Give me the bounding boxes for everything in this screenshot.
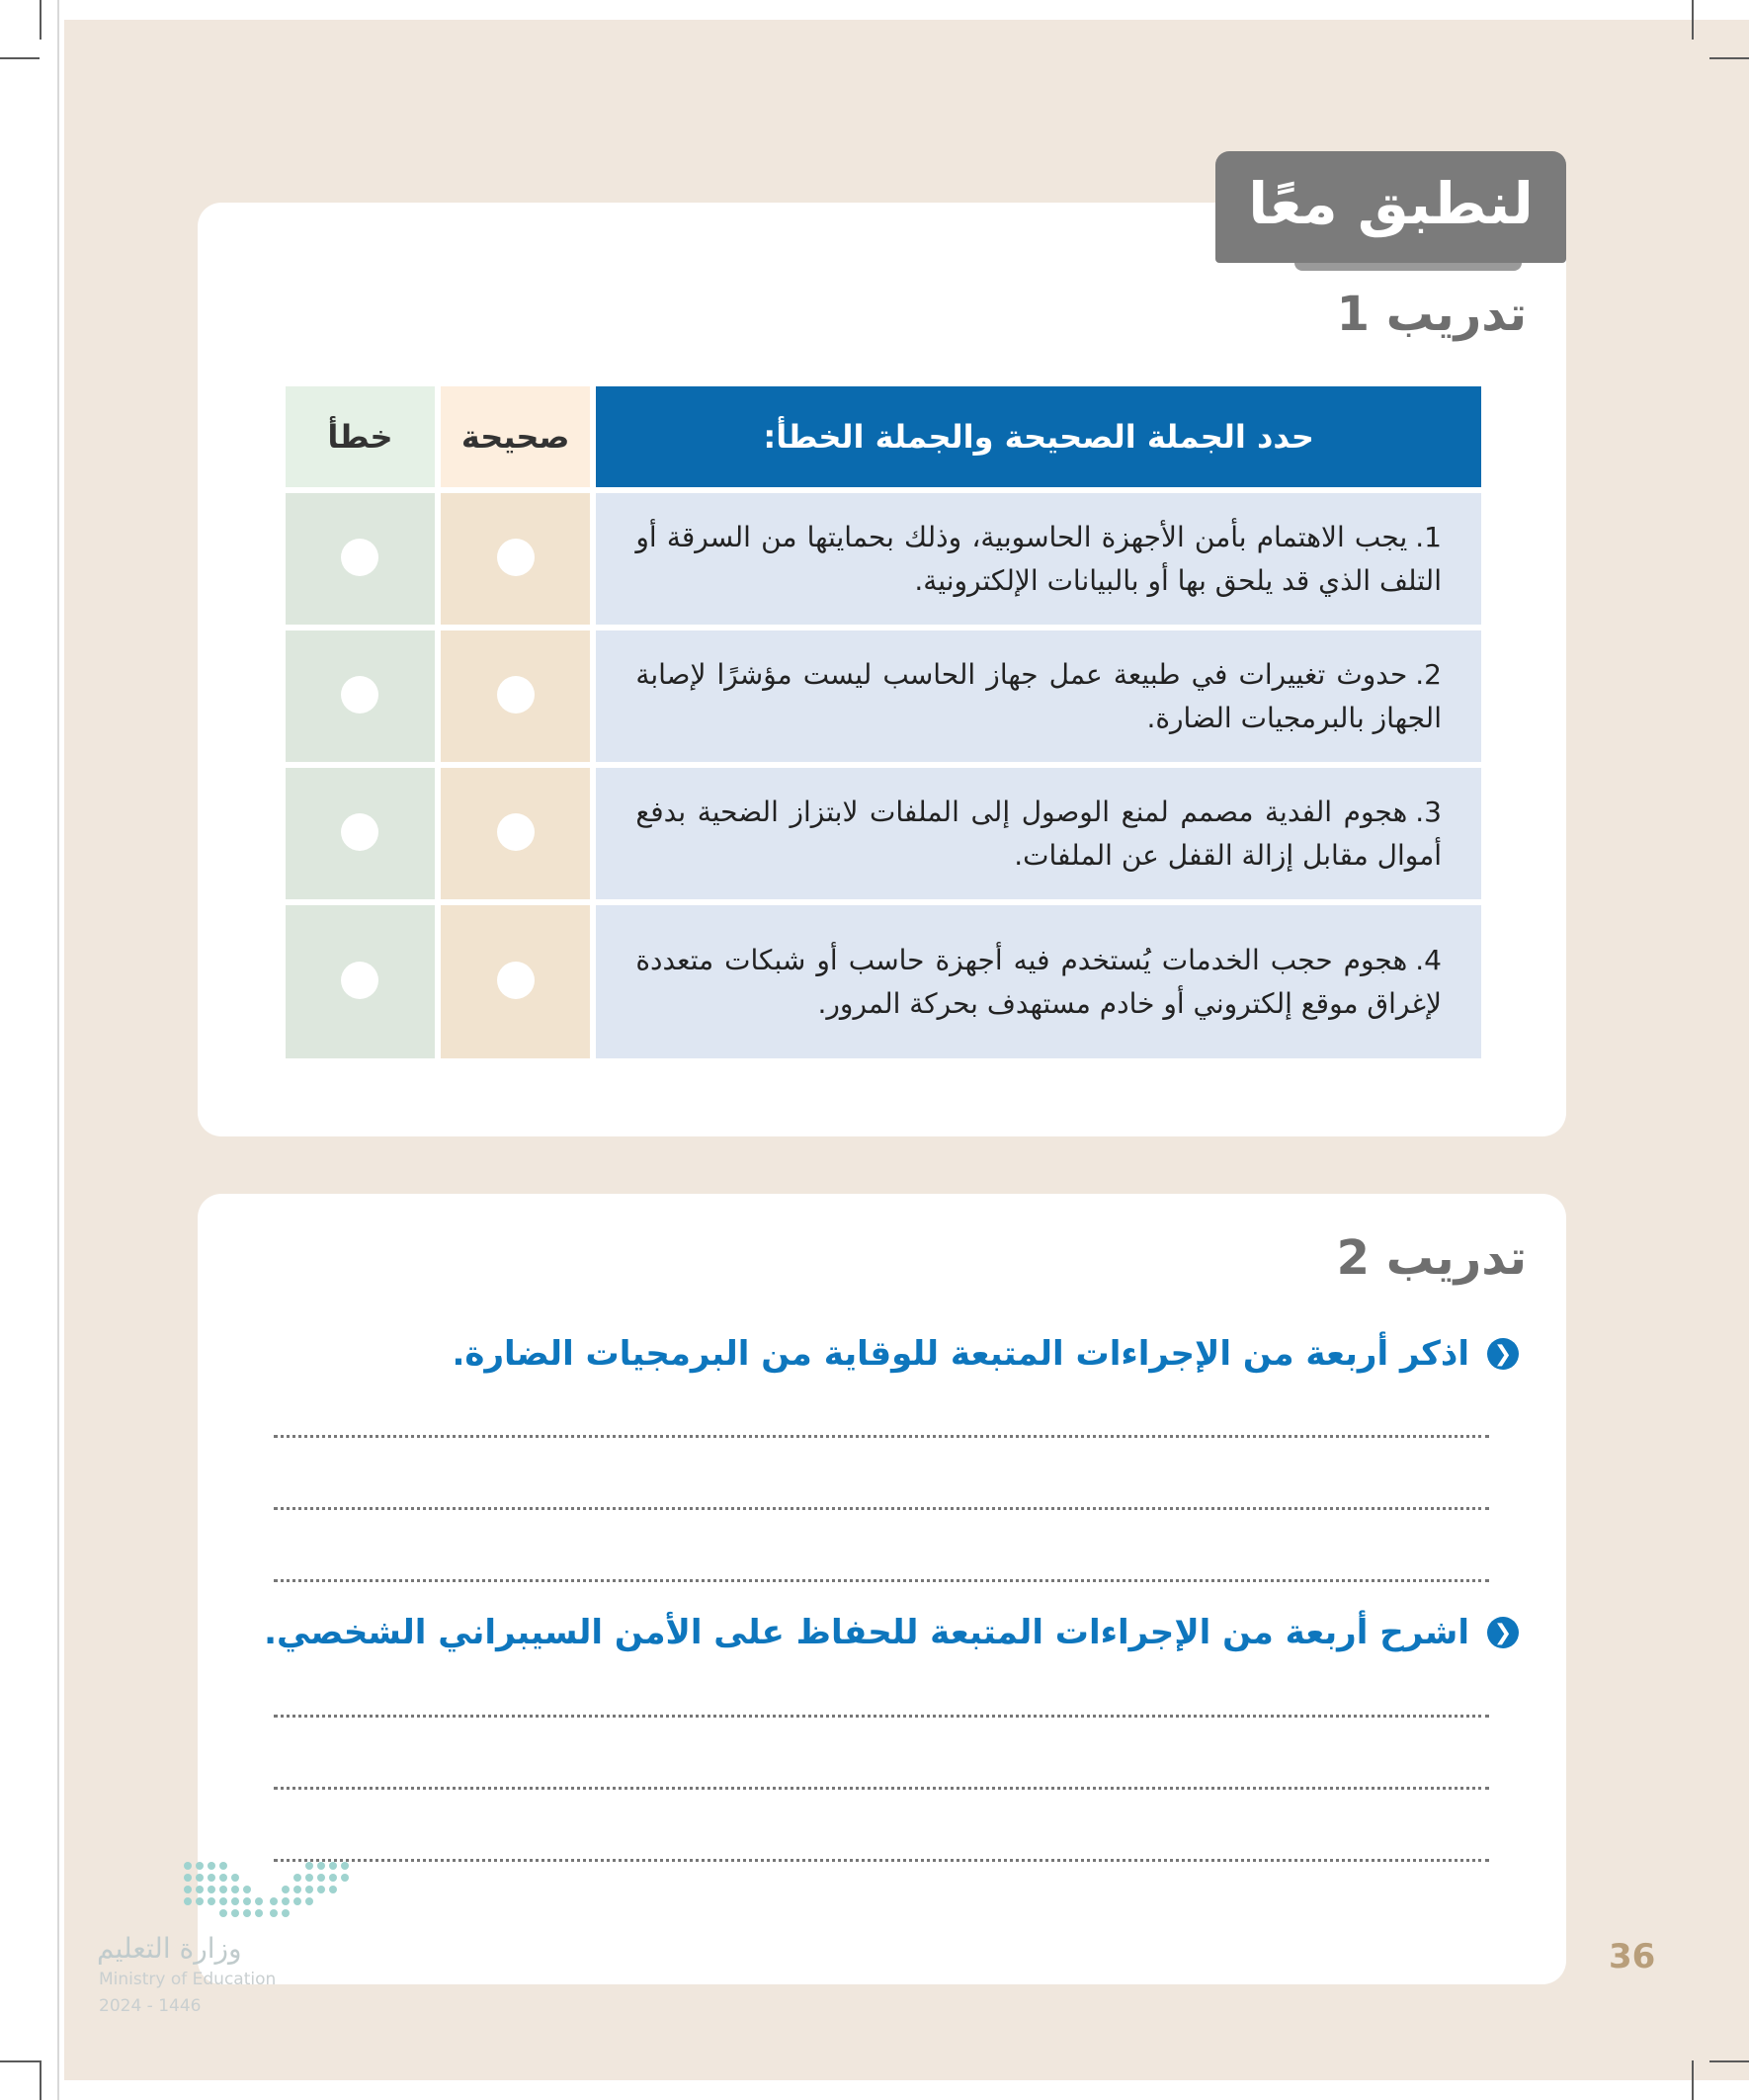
true-cell bbox=[441, 905, 590, 1058]
statement-cell bbox=[596, 768, 1481, 899]
table-row bbox=[286, 905, 1481, 1058]
false-radio[interactable] bbox=[341, 539, 378, 576]
true-header: صحيحة bbox=[441, 386, 590, 487]
true-radio[interactable] bbox=[497, 539, 535, 576]
exercise2-card bbox=[198, 1194, 1566, 1984]
statement-text: يجب الاهتمام بأمن الأجهزة الحاسوبية، وذلك بحمايتها من السرقة أو التلف الذي قد يلحق بها أو بالبيانات الإلكترونية. bbox=[635, 520, 1442, 597]
answer-line[interactable] bbox=[274, 1715, 1489, 1718]
crop-mark bbox=[1692, 2060, 1694, 2100]
statement-number: 2. bbox=[1415, 657, 1442, 691]
true-false-table bbox=[280, 380, 1487, 1064]
chevron-left-icon: ❮ bbox=[1487, 1338, 1519, 1370]
prompt-2-text: اشرح أربعة من الإجراءات المتبعة للحفاظ على الأمن السيبراني الشخصي. bbox=[264, 1613, 1469, 1652]
table-row bbox=[286, 768, 1481, 899]
true-cell bbox=[441, 768, 590, 899]
statement-number: 3. bbox=[1415, 795, 1442, 828]
statement-text: هجوم حجب الخدمات يُستخدم فيه أجهزة حاسب أو شبكات متعددة لإغراق موقع إلكتروني أو خادم مستهدف بحركة المرور. bbox=[635, 943, 1442, 1020]
table-header-row bbox=[286, 386, 1481, 487]
crop-mark bbox=[0, 2060, 40, 2062]
table-row bbox=[286, 630, 1481, 762]
crop-mark bbox=[1692, 0, 1694, 40]
ministry-name-ar: وزارة التعليم bbox=[97, 1932, 242, 1965]
spine-line bbox=[57, 0, 59, 2100]
answer-line[interactable] bbox=[274, 1507, 1489, 1510]
exercise1-heading: تدريب 1 bbox=[1336, 287, 1527, 342]
chevron-left-icon: ❮ bbox=[1487, 1617, 1519, 1648]
false-radio[interactable] bbox=[341, 676, 378, 714]
true-cell bbox=[441, 493, 590, 625]
statement-cell bbox=[596, 905, 1481, 1058]
statement-cell bbox=[596, 493, 1481, 625]
answer-line[interactable] bbox=[274, 1579, 1489, 1582]
answer-line[interactable] bbox=[274, 1435, 1489, 1438]
ministry-name-en: Ministry of Education bbox=[99, 1970, 277, 1989]
exercise2-heading: تدريب 2 bbox=[1336, 1230, 1527, 1286]
false-header: خطأ bbox=[286, 386, 435, 487]
prompt-1-text: اذكر أربعة من الإجراءات المتبعة للوقاية من البرمجيات الضارة. bbox=[452, 1334, 1469, 1374]
prompt-1 bbox=[452, 1334, 1519, 1374]
true-radio[interactable] bbox=[497, 676, 535, 714]
page-number: 36 bbox=[1609, 1937, 1656, 1976]
crop-mark bbox=[40, 2060, 42, 2100]
crop-mark bbox=[1709, 57, 1749, 59]
false-cell bbox=[286, 630, 435, 762]
statement-number: 4. bbox=[1415, 943, 1442, 976]
true-cell bbox=[441, 630, 590, 762]
table-row bbox=[286, 493, 1481, 625]
answer-line[interactable] bbox=[274, 1859, 1489, 1862]
false-cell bbox=[286, 768, 435, 899]
false-radio[interactable] bbox=[341, 962, 378, 999]
statement-text: هجوم الفدية مصمم لمنع الوصول إلى الملفات لابتزاز الضحية بدفع أموال مقابل إزالة القفل عن الملفات. bbox=[635, 795, 1442, 872]
crop-mark bbox=[0, 57, 40, 59]
statement-cell bbox=[596, 630, 1481, 762]
statement-number: 1. bbox=[1415, 520, 1442, 553]
answer-line[interactable] bbox=[274, 1787, 1489, 1790]
true-radio[interactable] bbox=[497, 962, 535, 999]
section-title: لنطبق معًا bbox=[1215, 151, 1566, 263]
prompt-2 bbox=[264, 1613, 1519, 1652]
crop-mark bbox=[40, 0, 42, 40]
crop-mark bbox=[1709, 2060, 1749, 2062]
question-header: حدد الجملة الصحيحة والجملة الخطأ: bbox=[596, 386, 1481, 487]
false-cell bbox=[286, 905, 435, 1058]
false-cell bbox=[286, 493, 435, 625]
statement-text: حدوث تغييرات في طبيعة عمل جهاز الحاسب ليست مؤشرًا لإصابة الجهاز بالبرمجيات الضارة. bbox=[635, 657, 1442, 734]
true-radio[interactable] bbox=[497, 813, 535, 851]
ministry-year: 2024 - 1446 bbox=[99, 1996, 202, 2016]
false-radio[interactable] bbox=[341, 813, 378, 851]
